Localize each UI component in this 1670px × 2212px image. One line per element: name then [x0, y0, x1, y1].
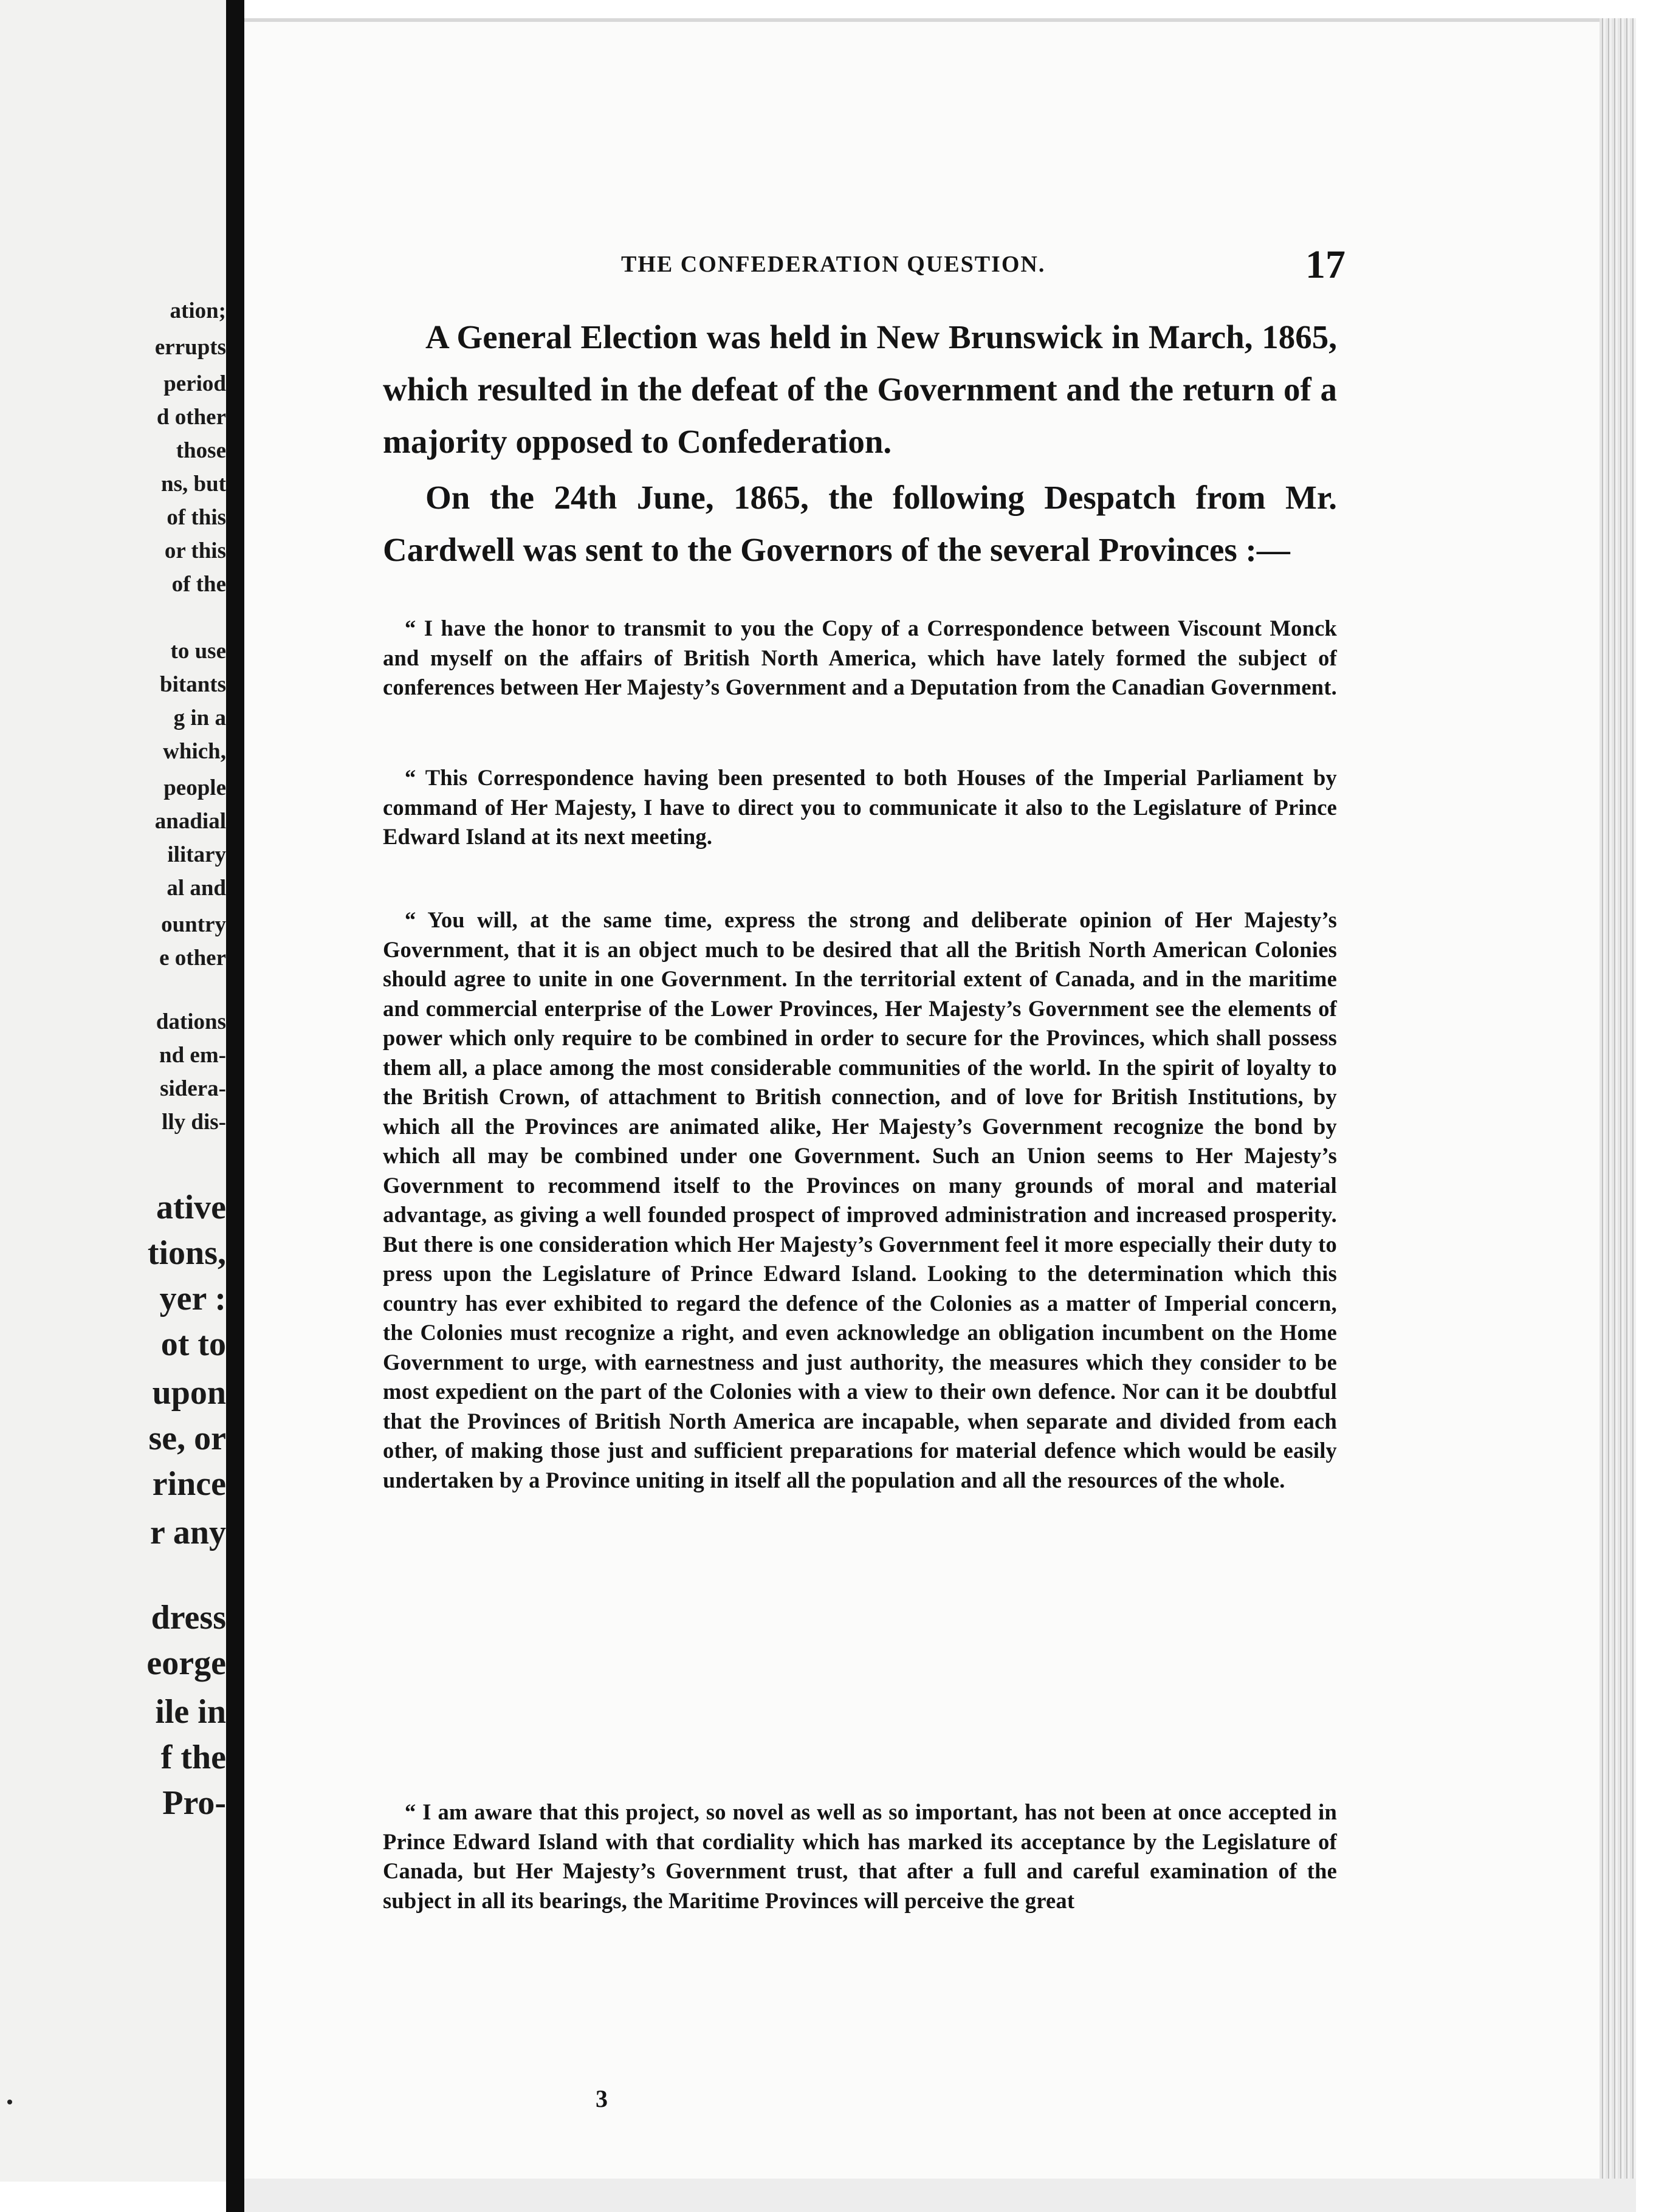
left-page-fragment: nd em-: [159, 1043, 226, 1068]
left-page-fragment: Pro-: [162, 1784, 226, 1822]
left-page-fragment: or this: [164, 538, 226, 563]
left-page-fragment: r any: [150, 1514, 226, 1551]
quote-paragraph-4: “ I am aware that this project, so novel as well as so important, has not been at once accepted in Prince Edward Island with that cordiality which has marked its acceptance by the Legislature of Canada, but Her Majesty’s Government trust, that after a full and careful examination of the subject in all its bearings, the Maritime Provinces will perceive the great: [383, 1799, 1337, 1913]
left-page-fragment: ountry: [161, 912, 226, 937]
scan-speck: [7, 2100, 12, 2104]
running-title: THE CONFEDERATION QUESTION.: [621, 252, 1046, 277]
page-edges: [1600, 18, 1636, 2182]
quote-paragraph-2: “ This Correspondence having been presented to both Houses of the Imperial Parliament by command of Her Majesty, I have to direct you to communicate it also to the Legislature of Prince Edward Island at its next meeting.: [383, 765, 1337, 849]
left-page-fragment: ilitary: [167, 842, 226, 867]
left-page-fragment: tions,: [147, 1234, 226, 1272]
paragraph-despatch-intro: On the 24th June, 1865, the following Despatch from Mr. Cardwell was sent to the Governors of the several Provinces :—: [383, 479, 1337, 568]
left-page-fragment: yer :: [159, 1280, 226, 1317]
page-number: 17: [1305, 242, 1345, 287]
left-page-fragment: dations: [156, 1009, 226, 1034]
quote-paragraph-3: “ You will, at the same time, express the strong and deliberate opinion of Her Majesty’s Government, that it is an object much to be desired that all the British North American Colonies should agree to unite in one Government. In the territorial extent of Canada, and in the maritime and commercial enterprise of the Lower Provinces, Her Majesty’s Government see the elements of power which only require to be combined in order to secure for the Provinces, which shall possess them all, a place among the most considerable communities of the world. In the spirit of loyalty to the British Crown, of attachment to British connection, and of love for British Institutions, by which all the Provinces are animated alike, Her Majesty’s Government recognize the bond by which all may be combined under one Government. Such an Union seems to Her Majesty’s Government to recommend itself to the Provinces on many grounds of moral and material advantage, as giving a well founded prospect of improved administration and increased prosperity. But there is one consideration which Her Majesty’s Government feel it more especially their duty to press upon the Legislature of Prince Edward Island. Looking to the determination which this country has ever exhibited to regard the defence of the Colonies as a matter of Imperial concern, the Colonies must recognize a right, and even acknowledge an obligation incumbent on the Home Government to urge, with earnestness and just authority, the measures which they consider to be most expedient on the part of the Colonies with a view to their own defence. Nor can it be doubtful that the Provinces of British North America are incapable, when separate and divided from each other, of making those just and sufficient preparations for material defence which would be easily undertaken by a Province uniting in itself all the population and all the resources of the whole.: [383, 907, 1337, 1492]
left-page-fragment: g in a: [173, 706, 226, 730]
left-page-fragment: anadial: [154, 809, 226, 834]
left-page-fragment: d other: [156, 405, 226, 430]
left-page-fragment: ns, but: [161, 472, 226, 496]
left-page-fragment: sidera-: [160, 1076, 226, 1101]
left-page-fragment: which,: [163, 739, 226, 764]
left-page-fragment: ile in: [155, 1693, 226, 1731]
left-page-fragment: of this: [167, 505, 226, 530]
quote-paragraph-1: “ I have the honor to transmit to you the Copy of a Correspondence between Viscount Monck and myself on the affairs of British North America, which have lately formed the subject of conferences between Her Majesty’s Government and a Deputation from the Canadian Government.: [383, 616, 1337, 699]
left-page-fragment: those: [176, 438, 226, 463]
left-page-fragment: lly dis-: [162, 1110, 226, 1135]
book-gutter: [226, 0, 244, 2212]
left-page-fragment: bitants: [160, 672, 226, 697]
signature-mark: 3: [596, 2085, 608, 2112]
left-page-fragment: ot to: [160, 1325, 226, 1363]
left-page-fragment: people: [163, 775, 226, 800]
page-bottom-edge: [244, 2179, 1636, 2212]
left-page-fragment: ation;: [170, 298, 226, 323]
left-page-fragment: of the: [171, 572, 226, 597]
left-page-fragment: rince: [152, 1465, 226, 1503]
left-page-fragment: f the: [160, 1739, 226, 1776]
left-page-fragment: eorge: [146, 1644, 226, 1682]
facing-page-left: [0, 0, 238, 2182]
left-page-fragment: e other: [159, 946, 226, 970]
left-page-fragment: period: [163, 371, 226, 396]
left-page-fragment: ative: [156, 1189, 226, 1226]
left-page-fragment: se, or: [148, 1420, 226, 1457]
left-page-fragment: upon: [152, 1374, 226, 1412]
left-page-fragment: errupts: [154, 335, 226, 360]
left-page-fragment: al and: [167, 876, 226, 901]
left-page-fragment: dress: [151, 1599, 226, 1637]
left-page-fragment: to use: [170, 639, 226, 664]
paragraph-election: A General Election was held in New Brunswick in March, 1865, which resulted in the defeat of the Government and the return of a majority opposed to Confederation.: [383, 318, 1337, 460]
